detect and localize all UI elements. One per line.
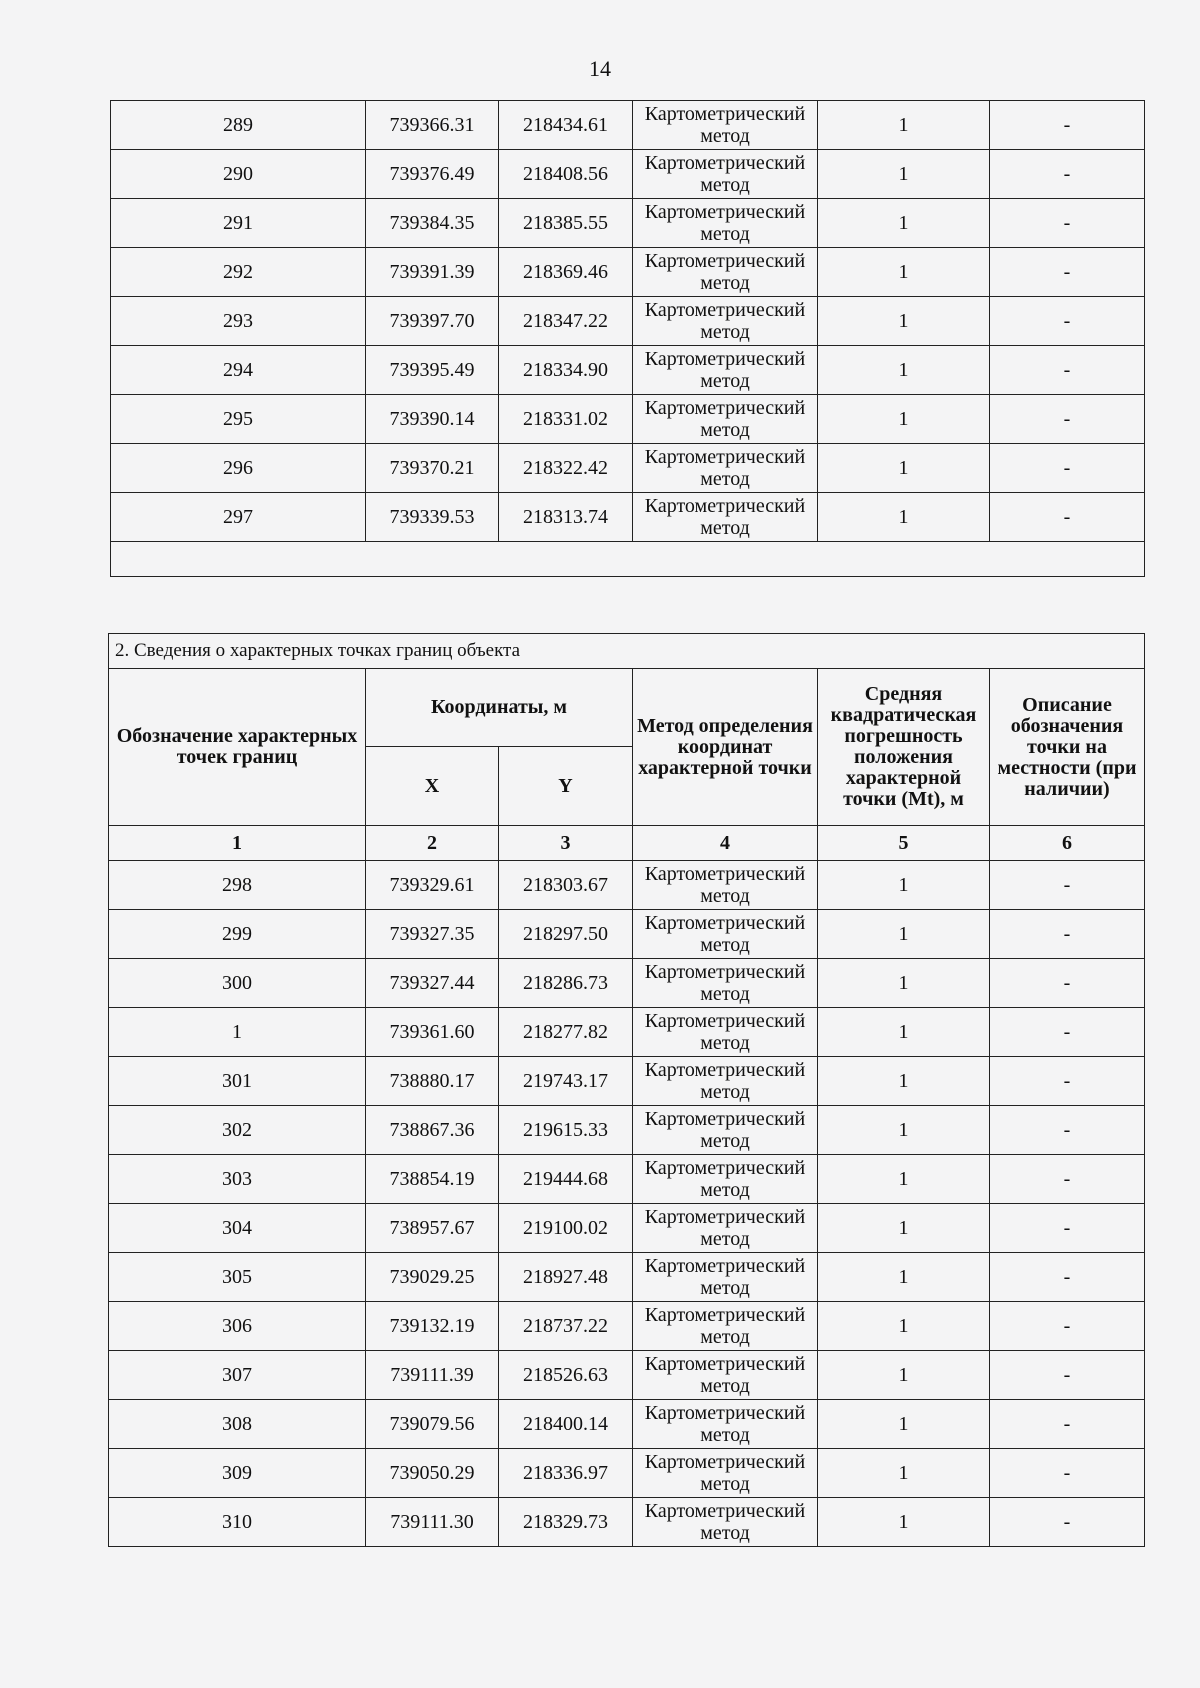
coord-x: 739339.53 — [366, 493, 499, 542]
table-row — [109, 959, 1145, 1008]
method-line-1: Картометрический — [644, 495, 806, 517]
table2-title-row — [109, 634, 1145, 669]
method-cell — [633, 1400, 818, 1449]
coord-x: 739327.35 — [366, 910, 499, 959]
coord-y: 218322.42 — [499, 444, 633, 493]
header-coordinates: Координаты, м — [366, 669, 633, 747]
point-description: - — [990, 150, 1145, 199]
coord-y: 218369.46 — [499, 248, 633, 297]
method-line-1: Картометрический — [644, 348, 806, 370]
method-line-1: Картометрический — [644, 1451, 806, 1473]
method-line-2: метод — [700, 1326, 750, 1348]
point-description: - — [990, 910, 1145, 959]
method-line-1: Картометрический — [644, 961, 806, 983]
method-line-2: метод — [700, 1375, 750, 1397]
table-row — [109, 1008, 1145, 1057]
table-row — [109, 1057, 1145, 1106]
coord-x: 738957.67 — [366, 1204, 499, 1253]
point-number: 307 — [109, 1351, 366, 1400]
coord-y: 218331.02 — [499, 395, 633, 444]
mt-value: 1 — [818, 199, 990, 248]
point-description: - — [990, 959, 1145, 1008]
table-row — [111, 346, 1145, 395]
method-line-2: метод — [700, 1277, 750, 1299]
mt-value: 1 — [818, 395, 990, 444]
table-row — [111, 493, 1145, 542]
coord-x: 739397.70 — [366, 297, 499, 346]
mt-value: 1 — [818, 101, 990, 150]
method-line-2: метод — [700, 1473, 750, 1495]
coord-y: 218927.48 — [499, 1253, 633, 1302]
point-number: 299 — [109, 910, 366, 959]
table-row — [109, 1253, 1145, 1302]
method-cell — [633, 1351, 818, 1400]
mt-value: 1 — [818, 346, 990, 395]
method-line-1: Картометрический — [644, 397, 806, 419]
mt-value: 1 — [818, 1155, 990, 1204]
column-number: 3 — [499, 826, 633, 861]
point-description: - — [990, 861, 1145, 910]
point-description: - — [990, 493, 1145, 542]
point-number: 304 — [109, 1204, 366, 1253]
method-cell — [633, 346, 818, 395]
table-row — [111, 248, 1145, 297]
point-description: - — [990, 1498, 1145, 1547]
coord-y: 218329.73 — [499, 1498, 633, 1547]
method-cell — [633, 1008, 818, 1057]
coord-y: 218313.74 — [499, 493, 633, 542]
method-line-2: метод — [700, 885, 750, 907]
mt-value: 1 — [818, 1106, 990, 1155]
point-number: 309 — [109, 1449, 366, 1498]
table-row — [109, 1106, 1145, 1155]
method-line-1: Картометрический — [644, 1010, 806, 1032]
table-row — [111, 395, 1145, 444]
table1-body — [111, 101, 1145, 542]
point-number: 292 — [111, 248, 366, 297]
method-cell — [633, 297, 818, 346]
coord-x: 739329.61 — [366, 861, 499, 910]
point-description: - — [990, 1155, 1145, 1204]
table-row — [109, 1400, 1145, 1449]
method-line-2: метод — [700, 983, 750, 1005]
coord-y: 219743.17 — [499, 1057, 633, 1106]
method-cell — [633, 1106, 818, 1155]
point-number: 291 — [111, 199, 366, 248]
column-number: 1 — [109, 826, 366, 861]
point-number: 296 — [111, 444, 366, 493]
mt-value: 1 — [818, 444, 990, 493]
coord-y: 218526.63 — [499, 1351, 633, 1400]
table1-empty-row — [111, 542, 1145, 577]
point-description: - — [990, 101, 1145, 150]
coord-x: 739029.25 — [366, 1253, 499, 1302]
point-number: 290 — [111, 150, 366, 199]
mt-value: 1 — [818, 861, 990, 910]
method-line-1: Картометрический — [644, 1157, 806, 1179]
method-cell — [633, 444, 818, 493]
coord-x: 739111.39 — [366, 1351, 499, 1400]
method-line-1: Картометрический — [644, 1402, 806, 1424]
coord-x: 739079.56 — [366, 1400, 499, 1449]
coord-x: 739376.49 — [366, 150, 499, 199]
table-row — [109, 910, 1145, 959]
table-row — [109, 1302, 1145, 1351]
column-number: 4 — [633, 826, 818, 861]
mt-value: 1 — [818, 248, 990, 297]
mt-value: 1 — [818, 1204, 990, 1253]
coord-y: 219444.68 — [499, 1155, 633, 1204]
column-number: 5 — [818, 826, 990, 861]
point-number: 298 — [109, 861, 366, 910]
page-number: 14 — [589, 56, 611, 81]
coord-x: 739111.30 — [366, 1498, 499, 1547]
boundary-points-table — [108, 633, 1145, 1547]
table2-body — [109, 861, 1145, 1547]
coord-y: 218408.56 — [499, 150, 633, 199]
coord-x: 739370.21 — [366, 444, 499, 493]
method-line-2: метод — [700, 223, 750, 245]
method-line-2: метод — [700, 1522, 750, 1544]
column-number-row — [109, 826, 1145, 861]
method-line-1: Картометрический — [644, 250, 806, 272]
table-row — [109, 861, 1145, 910]
column-number: 6 — [990, 826, 1145, 861]
point-number: 305 — [109, 1253, 366, 1302]
point-number: 306 — [109, 1302, 366, 1351]
point-description: - — [990, 1057, 1145, 1106]
method-cell — [633, 1204, 818, 1253]
empty-cell — [111, 542, 1145, 577]
point-description: - — [990, 1351, 1145, 1400]
header-method: Метод определения координат характерной точки — [633, 669, 818, 826]
method-cell — [633, 959, 818, 1008]
method-line-1: Картометрический — [644, 1206, 806, 1228]
method-line-1: Картометрический — [644, 912, 806, 934]
coord-x: 739390.14 — [366, 395, 499, 444]
method-line-1: Картометрический — [644, 1304, 806, 1326]
mt-value: 1 — [818, 150, 990, 199]
coord-y: 218334.90 — [499, 346, 633, 395]
table-row — [111, 199, 1145, 248]
method-line-2: метод — [700, 272, 750, 294]
header-row-1 — [109, 669, 1145, 747]
table-row — [111, 444, 1145, 493]
point-number: 310 — [109, 1498, 366, 1547]
coord-y: 219100.02 — [499, 1204, 633, 1253]
point-number: 294 — [111, 346, 366, 395]
point-description: - — [990, 444, 1145, 493]
point-number: 302 — [109, 1106, 366, 1155]
method-line-2: метод — [700, 370, 750, 392]
method-cell — [633, 248, 818, 297]
method-line-2: метод — [700, 125, 750, 147]
mt-value: 1 — [818, 1008, 990, 1057]
method-line-1: Картометрический — [644, 299, 806, 321]
coord-y: 218303.67 — [499, 861, 633, 910]
mt-value: 1 — [818, 1253, 990, 1302]
method-cell — [633, 1498, 818, 1547]
point-number: 1 — [109, 1008, 366, 1057]
method-line-2: метод — [700, 1081, 750, 1103]
point-description: - — [990, 395, 1145, 444]
header-error: Средняя квадратическая погрешность положения характерной точки (Mt), м — [818, 669, 990, 826]
point-number: 308 — [109, 1400, 366, 1449]
coord-x: 739050.29 — [366, 1449, 499, 1498]
method-line-2: метод — [700, 1032, 750, 1054]
method-cell — [633, 861, 818, 910]
method-line-2: метод — [700, 1228, 750, 1250]
method-line-2: метод — [700, 468, 750, 490]
coord-y: 218286.73 — [499, 959, 633, 1008]
table-title: 2. Сведения о характерных точках границ объекта — [109, 634, 1145, 669]
method-cell — [633, 1449, 818, 1498]
coord-x: 739395.49 — [366, 346, 499, 395]
point-description: - — [990, 199, 1145, 248]
coord-x: 739327.44 — [366, 959, 499, 1008]
method-cell — [633, 101, 818, 150]
mt-value: 1 — [818, 493, 990, 542]
method-line-1: Картометрический — [644, 863, 806, 885]
method-line-1: Картометрический — [644, 152, 806, 174]
method-line-2: метод — [700, 934, 750, 956]
point-description: - — [990, 297, 1145, 346]
coord-y: 218277.82 — [499, 1008, 633, 1057]
coord-y: 218297.50 — [499, 910, 633, 959]
point-description: - — [990, 1204, 1145, 1253]
method-line-1: Картометрический — [644, 1059, 806, 1081]
method-cell — [633, 493, 818, 542]
method-line-1: Картометрический — [644, 1108, 806, 1130]
method-line-2: метод — [700, 174, 750, 196]
coord-y: 218400.14 — [499, 1400, 633, 1449]
method-cell — [633, 1155, 818, 1204]
header-y: Y — [499, 747, 633, 826]
coordinates-table-continued — [110, 100, 1145, 577]
coord-y: 218737.22 — [499, 1302, 633, 1351]
table-row — [109, 1449, 1145, 1498]
mt-value: 1 — [818, 1351, 990, 1400]
header-description: Описание обозначения точки на местности (при наличии) — [990, 669, 1145, 826]
method-line-2: метод — [700, 321, 750, 343]
table-row — [109, 1351, 1145, 1400]
coord-x: 739361.60 — [366, 1008, 499, 1057]
method-line-1: Картометрический — [644, 103, 806, 125]
method-cell — [633, 1302, 818, 1351]
method-cell — [633, 1057, 818, 1106]
method-cell — [633, 150, 818, 199]
header-x: X — [366, 747, 499, 826]
point-number: 289 — [111, 101, 366, 150]
mt-value: 1 — [818, 1498, 990, 1547]
point-description: - — [990, 1302, 1145, 1351]
point-number: 297 — [111, 493, 366, 542]
method-line-2: метод — [700, 1424, 750, 1446]
method-cell — [633, 1253, 818, 1302]
coord-y: 218385.55 — [499, 199, 633, 248]
table-row — [111, 297, 1145, 346]
point-number: 301 — [109, 1057, 366, 1106]
point-description: - — [990, 1449, 1145, 1498]
point-description: - — [990, 1106, 1145, 1155]
coord-x: 739132.19 — [366, 1302, 499, 1351]
method-cell — [633, 395, 818, 444]
mt-value: 1 — [818, 1057, 990, 1106]
method-line-2: метод — [700, 1130, 750, 1152]
method-cell — [633, 910, 818, 959]
coord-x: 739391.39 — [366, 248, 499, 297]
method-cell — [633, 199, 818, 248]
method-line-2: метод — [700, 1179, 750, 1201]
coord-x: 738880.17 — [366, 1057, 499, 1106]
mt-value: 1 — [818, 1449, 990, 1498]
point-description: - — [990, 1400, 1145, 1449]
point-description: - — [990, 346, 1145, 395]
table-row — [111, 150, 1145, 199]
point-number: 293 — [111, 297, 366, 346]
point-description: - — [990, 1008, 1145, 1057]
header-designation: Обозначение характерных точек границ — [109, 669, 366, 826]
point-number: 303 — [109, 1155, 366, 1204]
method-line-2: метод — [700, 517, 750, 539]
mt-value: 1 — [818, 910, 990, 959]
method-line-1: Картометрический — [644, 201, 806, 223]
point-description: - — [990, 248, 1145, 297]
coord-y: 218347.22 — [499, 297, 633, 346]
point-number: 295 — [111, 395, 366, 444]
coord-y: 219615.33 — [499, 1106, 633, 1155]
column-number: 2 — [366, 826, 499, 861]
method-line-1: Картометрический — [644, 1255, 806, 1277]
method-line-2: метод — [700, 419, 750, 441]
coord-x: 739384.35 — [366, 199, 499, 248]
method-line-1: Картометрический — [644, 1500, 806, 1522]
coord-y: 218434.61 — [499, 101, 633, 150]
mt-value: 1 — [818, 1302, 990, 1351]
point-description: - — [990, 1253, 1145, 1302]
table-row — [111, 101, 1145, 150]
table-row — [109, 1204, 1145, 1253]
coord-x: 739366.31 — [366, 101, 499, 150]
mt-value: 1 — [818, 959, 990, 1008]
table-row — [109, 1155, 1145, 1204]
coord-x: 738854.19 — [366, 1155, 499, 1204]
coord-x: 738867.36 — [366, 1106, 499, 1155]
table-row — [109, 1498, 1145, 1547]
point-number: 300 — [109, 959, 366, 1008]
mt-value: 1 — [818, 297, 990, 346]
mt-value: 1 — [818, 1400, 990, 1449]
coord-y: 218336.97 — [499, 1449, 633, 1498]
method-line-1: Картометрический — [644, 446, 806, 468]
method-line-1: Картометрический — [644, 1353, 806, 1375]
